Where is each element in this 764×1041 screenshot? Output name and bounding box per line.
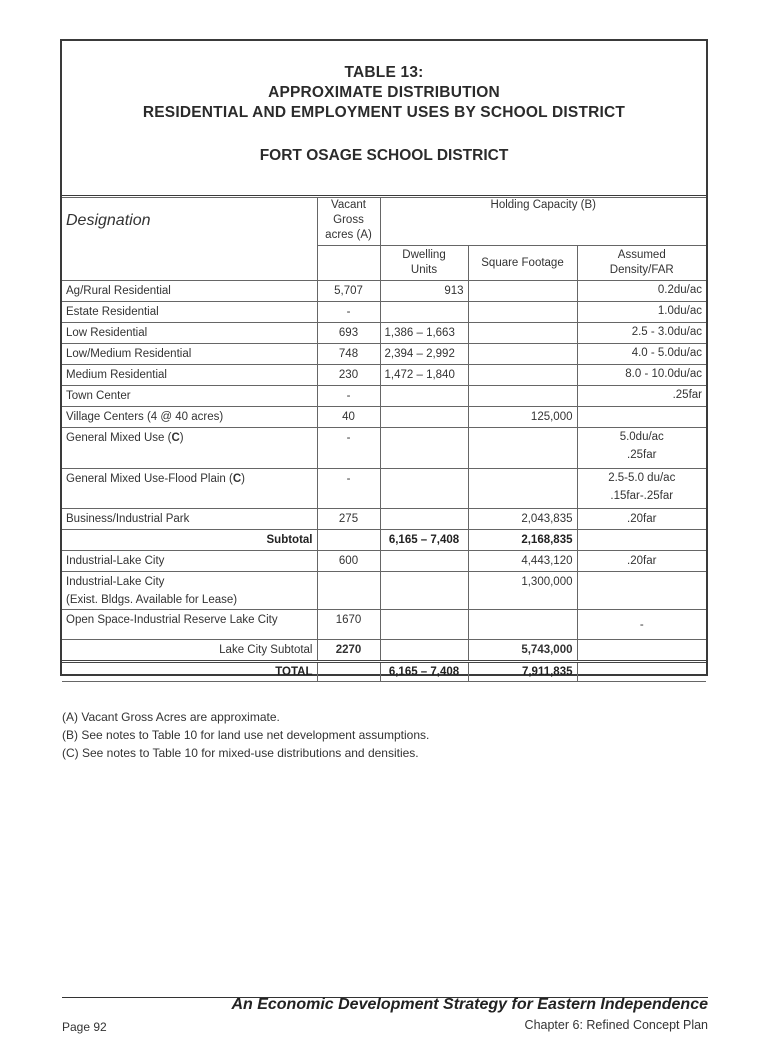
- footer-title: An Economic Development Strategy for Eastern Independence: [231, 996, 708, 1013]
- row-dwelling: [380, 572, 468, 610]
- row-designation: Low/Medium Residential: [62, 344, 317, 365]
- row-density: 2.5 - 3.0du/ac: [577, 323, 706, 344]
- row-dwelling: [380, 610, 468, 640]
- row-density-l2: .15far-.25far: [610, 490, 674, 502]
- row-dwelling: [380, 469, 468, 509]
- row-dwelling: [380, 386, 468, 407]
- row-acres: 40: [317, 407, 380, 428]
- row-designation-close: ): [241, 473, 245, 485]
- table-number: TABLE 13:: [344, 64, 424, 81]
- title-divider: [62, 195, 706, 196]
- row-designation: Town Center: [62, 386, 317, 407]
- total-density: [577, 662, 706, 682]
- table-title-block: [62, 63, 706, 166]
- table-row: [62, 469, 706, 509]
- row-dwelling: [380, 551, 468, 572]
- subtotal-density: [577, 530, 706, 551]
- row-density: 1.0du/ac: [577, 302, 706, 323]
- table-row: [62, 610, 706, 640]
- header-vacant-acres: [317, 198, 380, 246]
- row-acres: 600: [317, 551, 380, 572]
- row-designation: Business/Industrial Park: [62, 509, 317, 530]
- row-acres: [317, 572, 380, 610]
- page-number: Page 92: [62, 1020, 107, 1034]
- row-density: [577, 469, 706, 509]
- distribution-table: [62, 197, 706, 682]
- row-designation: Medium Residential: [62, 365, 317, 386]
- lake-subtotal-acres: 2270: [317, 640, 380, 662]
- total-acres: [317, 662, 380, 682]
- table-row: [62, 407, 706, 428]
- row-acres: -: [317, 302, 380, 323]
- total-label: TOTAL: [62, 662, 317, 682]
- table-row: [62, 509, 706, 530]
- row-dwelling: 1,472 – 1,840: [380, 365, 468, 386]
- table-title-line-3: RESIDENTIAL AND EMPLOYMENT USES BY SCHOOL DISTRICT: [142, 104, 626, 121]
- footnote-a: (A) Vacant Gross Acres are approximate.: [62, 710, 280, 724]
- row-density: 8.0 - 10.0du/ac: [577, 365, 706, 386]
- lake-subtotal-label: Lake City Subtotal: [62, 640, 317, 662]
- row-designation: Estate Residential: [62, 302, 317, 323]
- row-designation-l2: (Exist. Bldgs. Available for Lease): [66, 594, 238, 606]
- row-acres: 230: [317, 365, 380, 386]
- footnote-b: (B) See notes to Table 10 for land use net development assumptions.: [62, 728, 430, 742]
- header-density-l1: Assumed: [617, 249, 666, 261]
- subtotal-label: Subtotal: [62, 530, 317, 551]
- row-designation-note: C: [171, 432, 180, 444]
- row-designation-text: General Mixed Use-Flood Plain (: [66, 473, 233, 485]
- lake-subtotal-row: [62, 640, 706, 662]
- row-designation: Open Space-Industrial Reserve Lake City: [62, 610, 317, 640]
- header-density-l2: Density/FAR: [609, 264, 674, 276]
- row-acres: -: [317, 386, 380, 407]
- district-title: FORT OSAGE SCHOOL DISTRICT: [259, 147, 509, 164]
- row-designation: Ag/Rural Residential: [62, 281, 317, 302]
- row-sqft: 125,000: [468, 407, 577, 428]
- header-holding-capacity: Holding Capacity (B): [380, 198, 706, 246]
- subtotal-dwelling: 6,165 – 7,408: [380, 530, 468, 551]
- header-dwelling-l2: Units: [410, 264, 438, 276]
- header-row-1: [62, 198, 706, 246]
- row-sqft: [468, 323, 577, 344]
- lake-subtotal-density: [577, 640, 706, 662]
- row-dwelling: [380, 509, 468, 530]
- row-dwelling: 913: [380, 281, 468, 302]
- row-acres: 693: [317, 323, 380, 344]
- total-dwelling: 6,165 – 7,408: [380, 662, 468, 682]
- row-designation-text: General Mixed Use (: [66, 432, 172, 444]
- table-frame: [60, 39, 708, 676]
- row-density: .20far: [577, 509, 706, 530]
- total-row: [62, 662, 706, 682]
- table-row: [62, 572, 706, 610]
- subtotal-acres: [317, 530, 380, 551]
- row-designation: [62, 572, 317, 610]
- table-row: [62, 386, 706, 407]
- row-designation: Industrial-Lake City: [62, 551, 317, 572]
- header-square-footage: Square Footage: [468, 246, 577, 281]
- row-density-l1: 2.5-5.0 du/ac: [608, 472, 676, 484]
- row-density: -: [577, 610, 706, 640]
- row-designation-l1: Industrial-Lake City: [66, 576, 165, 588]
- row-dwelling: 1,386 – 1,663: [380, 323, 468, 344]
- chapter-label: Chapter 6: Refined Concept Plan: [524, 1018, 708, 1032]
- row-density: 0.2du/ac: [577, 281, 706, 302]
- row-sqft: 1,300,000: [468, 572, 577, 610]
- table-row: [62, 281, 706, 302]
- row-designation-close: ): [179, 432, 184, 444]
- row-density: .25far: [577, 386, 706, 407]
- header-vacant-l3: acres (A): [325, 229, 372, 241]
- row-sqft: [468, 469, 577, 509]
- table-row: [62, 302, 706, 323]
- row-sqft: [468, 610, 577, 640]
- table-row: [62, 551, 706, 572]
- row-designation: [62, 469, 317, 509]
- table-row: [62, 323, 706, 344]
- row-sqft: [468, 281, 577, 302]
- row-dwelling: 2,394 – 2,992: [380, 344, 468, 365]
- row-dwelling: [380, 302, 468, 323]
- row-designation: Low Residential: [62, 323, 317, 344]
- row-acres: 5,707: [317, 281, 380, 302]
- header-dwelling-units: [380, 246, 468, 281]
- row-sqft: [468, 302, 577, 323]
- table-row: [62, 428, 706, 469]
- header-vacant-l2: Gross: [333, 214, 364, 226]
- row-density: [577, 407, 706, 428]
- row-acres: -: [317, 428, 380, 469]
- total-sqft: 7,911,835: [468, 662, 577, 682]
- header-vacant-l1: Vacant: [331, 199, 366, 211]
- row-dwelling: [380, 407, 468, 428]
- table-row: [62, 344, 706, 365]
- row-sqft: 2,043,835: [468, 509, 577, 530]
- row-sqft: [468, 386, 577, 407]
- header-designation: Designation: [62, 198, 317, 281]
- row-density: [577, 572, 706, 610]
- row-dwelling: [380, 428, 468, 469]
- subtotal-sqft: 2,168,835: [468, 530, 577, 551]
- lake-subtotal-sqft: 5,743,000: [468, 640, 577, 662]
- row-sqft: [468, 365, 577, 386]
- footnotes: [62, 708, 429, 762]
- header-vacant-blank: [317, 246, 380, 281]
- table-row: [62, 365, 706, 386]
- lake-subtotal-dwelling: [380, 640, 468, 662]
- row-sqft: 4,443,120: [468, 551, 577, 572]
- row-designation: Village Centers (4 @ 40 acres): [62, 407, 317, 428]
- row-density-l1: 5.0du/ac: [619, 431, 664, 443]
- table-title-line-2: APPROXIMATE DISTRIBUTION: [268, 84, 500, 101]
- row-acres: 748: [317, 344, 380, 365]
- row-acres: -: [317, 469, 380, 509]
- row-sqft: [468, 428, 577, 469]
- header-density: [577, 246, 706, 281]
- header-dwelling-l1: Dwelling: [402, 249, 446, 261]
- row-sqft: [468, 344, 577, 365]
- row-acres: 1670: [317, 610, 380, 640]
- row-designation-note: C: [232, 473, 242, 485]
- row-designation: [62, 428, 317, 469]
- row-density: 4.0 - 5.0du/ac: [577, 344, 706, 365]
- footnote-c: (C) See notes to Table 10 for mixed-use distributions and densities.: [62, 746, 419, 760]
- row-density: .20far: [577, 551, 706, 572]
- row-density-l2: .25far: [627, 449, 657, 461]
- row-acres: 275: [317, 509, 380, 530]
- row-density: [577, 428, 706, 469]
- subtotal-row: [62, 530, 706, 551]
